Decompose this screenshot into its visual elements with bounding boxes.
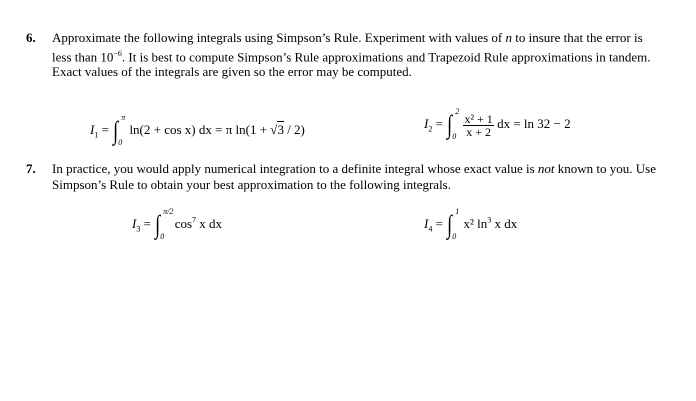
problem-6 [26, 30, 656, 80]
problem-6-text: Approximate the following integrals using Simpson’s Rule. Experiment with values of n to insure that the error is less than $10^{-6}$. It is best to compute Simpson’s Rule approximations and Trapezoid Rule approximations in tandem. Exact values of the integrals are given so the error may be computed. [52, 30, 651, 80]
problem-7-text: In practice, you would apply numerical integration to a definite integral whose exact value is not known to you. Use Simpson’s Rule to obtain your best approximation to the following integrals. [52, 161, 656, 192]
problem-7-number: 7. [26, 161, 36, 176]
integral-i2: $I_2$ = ∫ 2 0 $\frac{\text{x² + 1}}{x + 2}$ dx = ln 32 − 2 [424, 107, 571, 141]
integral-sign: ∫ π 0 [113, 113, 126, 147]
problem-6-number: 6. [26, 30, 36, 45]
integral-sign: ∫ 2 0 [447, 107, 460, 141]
fraction: $\frac{\text{x² + 1}}{x + 2}$ [464, 111, 493, 139]
integral-sign: ∫ π/2 0 [155, 207, 174, 241]
integral-i3: $I_3$ = ∫ π/2 0 $\cos^7 x$ dx [132, 207, 223, 241]
integral-i4: $I_4$ = ∫ 1 0 x² $\ln^3 x$ dx [424, 207, 518, 241]
integral-i1: $I_1$ = ∫ π 0 ln(2 + cos x) dx = π ln(1 + √3 / 2) [90, 113, 305, 147]
integral-sign: ∫ 1 0 [447, 207, 460, 241]
problem-7 [26, 161, 656, 192]
